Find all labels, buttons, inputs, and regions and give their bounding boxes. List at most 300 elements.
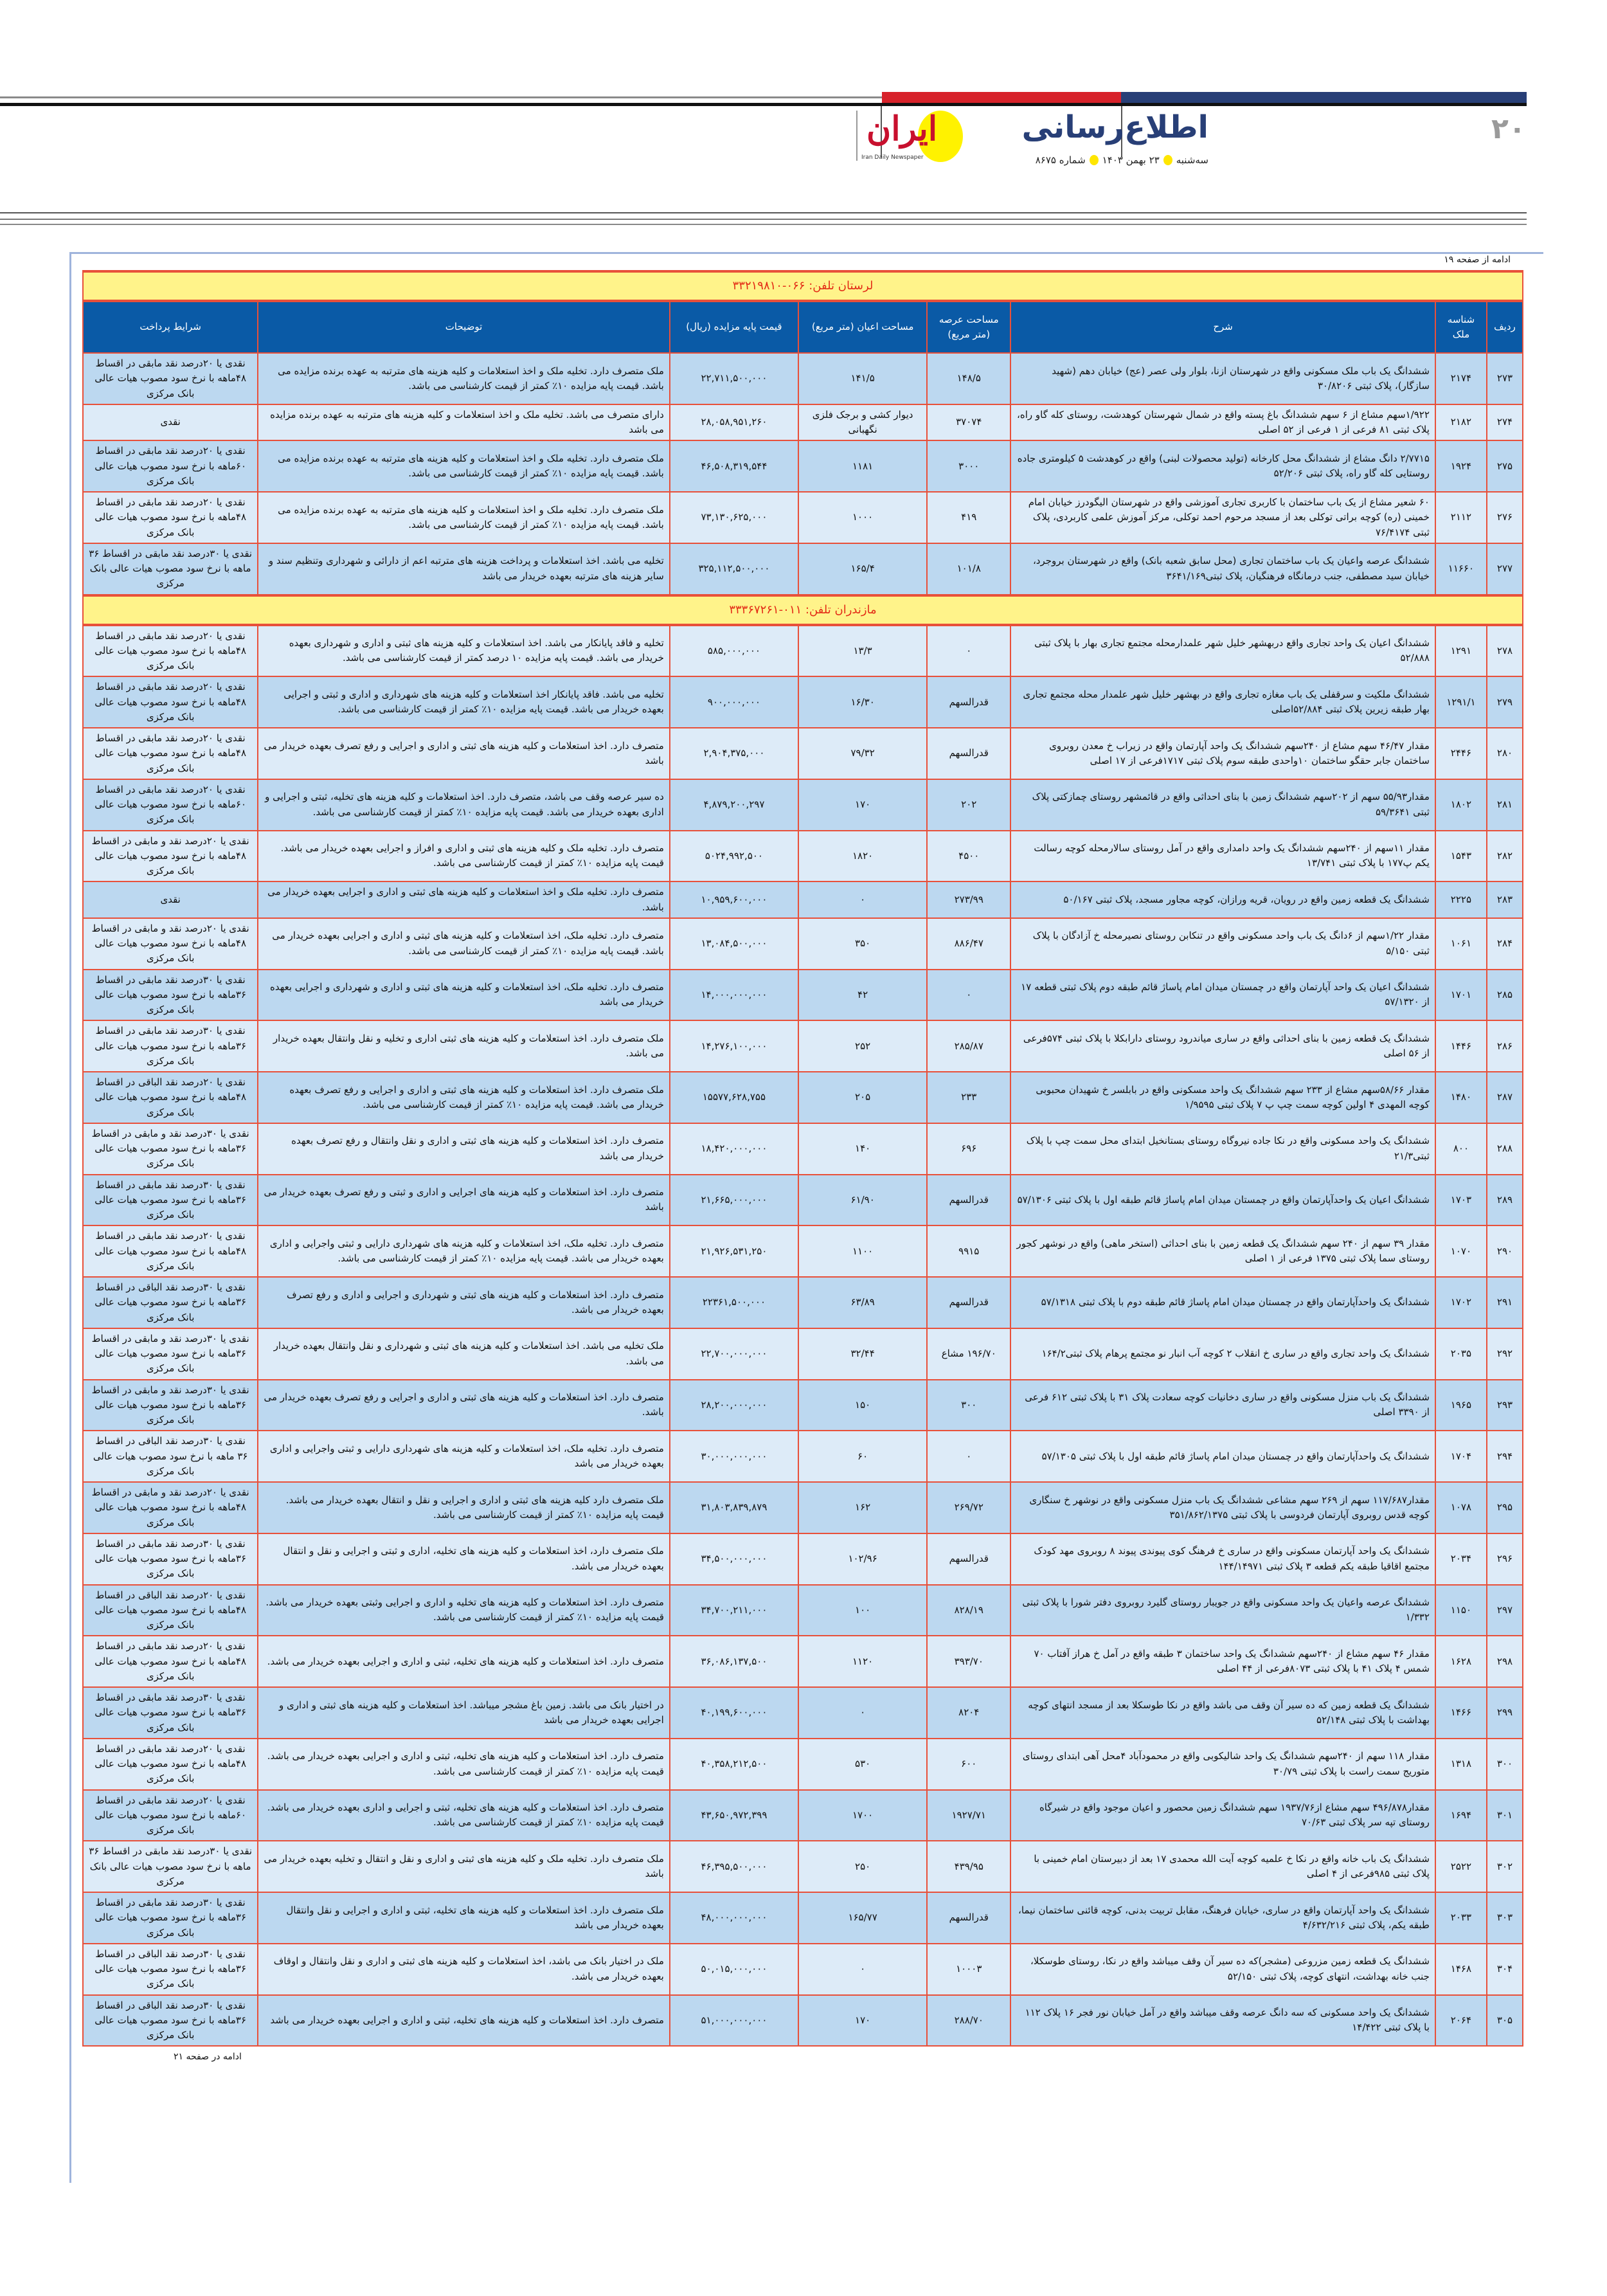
table-row	[83, 492, 1523, 543]
cell-notes: ده سیر عرصه وقف می باشد، متصرف دارد. اخذ استعلامات و کلیه هزینه های تخلیه، ثبتی و اجرایی و اداری بعهده خریدار می باشد. قیمت پایه مزایده ۱۰٪ کمتر از قیمت کارشناسی می باشد.	[258, 779, 670, 831]
table-row	[83, 440, 1523, 492]
cell-description: مقدار۱۱۷/۶۸۷ سهم از ۲۶۹ سهم مشاعی ششدانگ یک باب منزل مسکونی واقع در نوشهر خ سنگاری کوچه قدس روبروی آپارتمان فردوسی با پلاک ثبتی ۳۵۱/۸۶۲/۱۳۷۵	[1010, 1482, 1435, 1533]
cell-notes: تخلیه می باشد. اخذ استعلامات و پرداخت هزینه های مترتبه اعم از دارائی و شهرداری وتنظیم سند و سایر هزینه های مترتبه بعهده خریدار می باشد	[258, 543, 670, 595]
cell-base-price: ۷۳,۱۳۰,۶۲۵,۰۰۰	[670, 492, 798, 543]
cell-base-price: ۴۳,۶۵۰,۹۷۲,۳۹۹	[670, 1790, 798, 1841]
page-number: ۲۰	[1491, 113, 1526, 145]
cell-property-id: ۲۴۴۶	[1435, 728, 1487, 779]
cell-notes: تخلیه می باشد. فاقد پایانکار اخذ استعلامات و کلیه هزینه های شهرداری و اداری و ثبتی و اجرایی بعهده خریدار می باشد. قیمت پایه مزایده ۱۰٪ کمتر از قیمت کارشناسی می باشد.	[258, 676, 670, 728]
cell-land-area: ۳۷۰۷۴	[927, 404, 1010, 441]
continued-to: ادامه در صفحه ۲۱	[174, 2052, 242, 2062]
cell-description: ششدانگ یک واحد مسکونی واقع در نکا جاده نیروگاه روستای بستانخیل ابتدای محل سمت چپ با پلاک ثبتی۲۱/۳	[1010, 1123, 1435, 1175]
cell-notes: متصرف دارد. اخذ استعلامات و کلیه هزینه های تخلیه، ثبتی و اداری و اجرایی بعهده خریدار می باشد.	[258, 1636, 670, 1687]
cell-description: مقدار ۳۹ سهم از ۲۴۰ سهم ششدانگ یک قطعه زمین با بنای احداثی (استخر ماهی) واقع در نوشهر کجور روستای سما پلاک ثبتی ۱۳۷۵ فرعی از ۱ اصلی	[1010, 1225, 1435, 1277]
cell-notes: متصرف دارد. اخذ استعلامات و کلیه هزینه های تخلیه، ثبتی و اداری و اجرایی بعهده خریدار می باشد. قیمت پایه مزایده ۱۰٪ کمتر از قیمت کارشناسی می باشد.	[258, 1739, 670, 1790]
cell-land-area: ۶۰۰	[927, 1739, 1010, 1790]
cell-payment: نقدی یا ۳۰درصد نقد مابقی در اقساط ۳۶ماهه با نرخ سود مصوب هیات عالی بانک مرکزی	[83, 1175, 258, 1226]
cell-index: ۲۸۹	[1487, 1175, 1523, 1226]
cell-base-price: ۴۰,۱۹۹,۶۰۰,۰۰۰	[670, 1687, 798, 1739]
cell-land-area: قدرالسهم	[927, 1175, 1010, 1226]
cell-land-area: ۲۸۸/۷۰	[927, 1995, 1010, 2047]
cell-index: ۳۰۵	[1487, 1995, 1523, 2047]
cell-property-id: ۲۲۲۵	[1435, 881, 1487, 918]
cell-base-price: ۲۲,۷۱۱,۵۰۰,۰۰۰	[670, 353, 798, 404]
cell-index: ۲۷۹	[1487, 676, 1523, 728]
masthead-bottom-rule	[0, 219, 1527, 220]
cell-property-id: ۱۰۶۱	[1435, 918, 1487, 970]
cell-payment: نقدی یا ۲۰درصد نقد مابقی در اقساط ۴۸ماهه با نرخ سود مصوب هیات عالی بانک مرکزی	[83, 728, 258, 779]
region-label: مازندران تلفن: ۰۱۱-۳۳۳۶۷۲۶۱	[83, 595, 1523, 625]
cell-index: ۲۷۵	[1487, 440, 1523, 492]
cell-payment: نقدی یا ۳۰درصد نقد الباقی در اقساط ۳۶ماهه با نرخ سود مصوب هیات عالی بانک مرکزی	[83, 1944, 258, 1995]
cell-notes: متصرف دارد. اخذ استعلامات و کلیه هزینه های ثبتی و اداری و نقل وانتقال و رفع تصرف بعهده خریدار می باشد	[258, 1123, 670, 1175]
cell-land-area: ۲۸۵/۸۷	[927, 1020, 1010, 1072]
cell-base-price: ۱۰,۹۵۹,۶۰۰,۰۰۰	[670, 881, 798, 918]
column-header-payment: شرایط پرداخت	[83, 301, 258, 353]
cell-property-id: ۱۹۲۴	[1435, 440, 1487, 492]
cell-notes: متصرف دارد. تخلیه ملک، اخذ استعلامات و کلیه هزینه های شهرداری دارایی و ثبتی واجرایی و اداری بعهده خریدار می باشد. قیمت پایه مزایده ۱۰٪ کمتر از قیمت کارشناسی می باشد.	[258, 1225, 670, 1277]
cell-notes: ملک متصرف دارد کلیه هزینه های ثبتی و اداری و اجرایی و نقل و انتقال بعهده خریدار می باشد. قیمت پایه مزایده ۱۰٪ کمتر از قیمت کارشناسی می باشد.	[258, 1482, 670, 1533]
cell-index: ۲۸۷	[1487, 1072, 1523, 1123]
masthead-bottom-rule	[0, 224, 1527, 225]
cell-payment: نقدی یا ۲۰درصد نقد مابقی در اقساط ۴۸ماهه با نرخ سود مصوب هیات عالی بانک مرکزی	[83, 1225, 258, 1277]
table-row	[83, 1431, 1523, 1482]
cell-property-id: ۱۷۰۳	[1435, 1175, 1487, 1226]
cell-base-price: ۱۸,۴۲۰,۰۰۰,۰۰۰	[670, 1123, 798, 1175]
cell-index: ۲۹۰	[1487, 1225, 1523, 1277]
cell-index: ۲۸۰	[1487, 728, 1523, 779]
cell-property-id: ۲۰۶۴	[1435, 1995, 1487, 2047]
cell-property-id: ۲۱۱۲	[1435, 492, 1487, 543]
cell-building-area: ۰	[798, 1944, 927, 1995]
cell-notes: ملک متصرف دارد. تخلیه ملک و اخذ استعلامات و کلیه هزینه های مترتبه به عهده برنده مزایده می باشد. قیمت پایه مزایده ۱۰٪ کمتر از قیمت کارشناسی می باشد.	[258, 353, 670, 404]
cell-land-area: ۲۳۳	[927, 1072, 1010, 1123]
cell-notes: متصرف دارد. تخلیه ملک و کلیه هزینه های ثبتی و اداری و افراز و اجرایی بعهده خریدار می باشد. قیمت پایه مزایده ۱۰٪ کمتر از قیمت کارشناسی می باشد.	[258, 831, 670, 882]
cell-notes: ملک متصرف دارد. تخلیه ملک و کلیه هزینه های ثبتی و اداری و نقل و انتقال و تخلیه بعهده خریدار می باشد	[258, 1841, 670, 1892]
cell-description: ۱/۹۲۲سهم مشاع از ۶ سهم ششدانگ باغ پسته واقع در شمال شهرستان کوهدشت، روستای کله گاو راه، پلاک ثبتی ۸۱ فرعی از ۱ فرعی از ۵۲ اصلی	[1010, 404, 1435, 441]
table-row	[83, 1277, 1523, 1328]
cell-land-area: ۴۳۹/۹۵	[927, 1841, 1010, 1892]
cell-building-area: ۱۵۰	[798, 1380, 927, 1431]
cell-description: ششدانگ یک واحدآپارتمان واقع در چمستان میدان امام پاساژ قائم طبقه دوم با پلاک ثبتی ۵۷/۱۳۱۸	[1010, 1277, 1435, 1328]
cell-base-price: ۳۶,۰۸۶,۱۳۷,۵۰۰	[670, 1636, 798, 1687]
table-row	[83, 1482, 1523, 1533]
cell-property-id: ۲۵۲۲	[1435, 1841, 1487, 1892]
cell-building-area: ۲۵۰	[798, 1841, 927, 1892]
cell-notes: ملک متصرف دارد. اخذ استعلامات و کلیه هزینه های ثبتی و اداری و اجرایی و رفع تصرف بعهده خریدار می باشد. قیمت پایه مزایده ۱۰٪ کمتر از قیمت کارشناسی می باشد.	[258, 1072, 670, 1123]
continued-from: ادامه از صفحه ۱۹	[1444, 255, 1511, 265]
cell-payment: نقدی یا ۳۰درصد نقد و مابقی در اقساط ۳۶ماهه با نرخ سود مصوب هیات عالی بانک مرکزی	[83, 1380, 258, 1431]
cell-description: ششدانگ یک واحد تجاری واقع در ساری خ انقلاب ۲ کوچه آب انبار نو مجتمع پرهام پلاک ثبتی۱۶۴/۲	[1010, 1328, 1435, 1380]
cell-description: مقدار ۱/۲۲سهم از ۶دانگ یک باب واحد مسکونی واقع در تنکابن روستای نصیرمحله خ آزادگان با پلاک ثبتی ۵/۱۵۰	[1010, 918, 1435, 970]
cell-index: ۲۷۶	[1487, 492, 1523, 543]
region-label: لرستان تلفن: ۰۶۶-۳۳۲۱۹۸۱۰	[83, 271, 1523, 301]
cell-base-price: ۲۲,۷۰۰,۰۰۰,۰۰۰	[670, 1328, 798, 1380]
cell-building-area: ۱۰۰	[798, 1585, 927, 1636]
cell-land-area: ۹۹۱۵	[927, 1225, 1010, 1277]
cell-description: ششدانگ یک قطعه زمین با بنای احداثی واقع در ساری میاندرود روستای دارابکلا با پلاک ثبتی ۵۷۴فرعی از ۵۶ اصلی	[1010, 1020, 1435, 1072]
cell-index: ۳۰۱	[1487, 1790, 1523, 1841]
newspaper-logo: ایران	[866, 109, 938, 149]
masthead-thick-rule	[0, 103, 1527, 106]
cell-base-price: ۱۴,۲۷۶,۱۰۰,۰۰۰	[670, 1020, 798, 1072]
cell-payment: نقدی یا ۳۰درصد نقد الباقی در اقساط ۳۶ماهه با نرخ سود مصوب هیات عالی بانک مرکزی	[83, 1995, 258, 2047]
cell-base-price: ۴۸,۰۰۰,۰۰۰,۰۰۰	[670, 1892, 798, 1944]
cell-building-area: ۱۰۰۰	[798, 492, 927, 543]
cell-building-area: ۱۷۰۰	[798, 1790, 927, 1841]
cell-payment: نقدی یا ۲۰درصد نقد مابقی در اقساط ۴۸ماهه با نرخ سود مصوب هیات عالی بانک مرکزی	[83, 676, 258, 728]
logo-subtitle: Iran Daily Newspaper	[861, 154, 924, 161]
table-row	[83, 831, 1523, 882]
cell-notes: دارای متصرف می باشد. تخلیه ملک و اخذ استعلامات و کلیه هزینه های مترتبه به عهده برنده مزایده می باشد	[258, 404, 670, 441]
cell-building-area: ۱۷۰	[798, 1995, 927, 2047]
table-row	[83, 353, 1523, 404]
table-row	[83, 1225, 1523, 1277]
cell-property-id: ۱۹۶۵	[1435, 1380, 1487, 1431]
cell-property-id: ۱۷۰۱	[1435, 970, 1487, 1021]
cell-index: ۲۹۲	[1487, 1328, 1523, 1380]
cell-notes: ملک متصرف دارد. اخذ استعلامات و کلیه هزینه های ثبتی اداری و تخلیه و نقل وانتقال بعهده خریدار می باشد.	[258, 1020, 670, 1072]
table-row	[83, 1380, 1523, 1431]
cell-description: مقدار ۵۸/۶۶سهم مشاع از ۲۳۳ سهم ششدانگ یک واحد مسکونی واقع در بابلسر خ شهیدان محبوبی کوچه المهدی ۴ اولین کوچه سمت چپ پ ۷ پلاک ثبتی ۱/۹۵۹۵	[1010, 1072, 1435, 1123]
cell-description: ششدانگ عرصه واعیان یک باب ساختمان تجاری (محل سابق شعبه بانک) واقع در شهرستان بروجرد، خیابان سید مصطفی، جنب درمانگاه فرهنگیان، پلاک ثبتی۳۶۴۱/۱۶۹	[1010, 543, 1435, 595]
cell-payment: نقدی یا ۳۰درصد نقد مابقی در اقساط ۳۶ماهه با نرخ سود مصوب هیات عالی بانک مرکزی	[83, 1020, 258, 1072]
cell-building-area: ۱۶۵/۷۷	[798, 1892, 927, 1944]
cell-base-price: ۲۲۳۶۱,۵۰۰,۰۰۰	[670, 1277, 798, 1328]
cell-description: ششدانگ یک باب خانه واقع در نکا خ علمیه کوچه آیت الله محمدی ۱۷ بعد از دبیرستان امام خمینی با پلاک ثبتی ۹۸۵فرعی از ۴ اصلی	[1010, 1841, 1435, 1892]
cell-land-area: ۶۹۶	[927, 1123, 1010, 1175]
cell-land-area: ۰	[927, 1431, 1010, 1482]
cell-description: ششدانگ یک قطعه زمین مزروعی (مشجر)که ده سیر آن وقف میباشد واقع در نکا، روستای طوسکلا، جنب خانه بهداشت، انتهای کوچه، پلاک ثبتی ۵۲/۱۵۰	[1010, 1944, 1435, 1995]
cell-index: ۲۷۸	[1487, 625, 1523, 677]
cell-payment: نقدی یا ۳۰درصد نقد مابقی در اقساط ۳۶ماهه با نرخ سود مصوب هیات عالی بانک مرکزی	[83, 1892, 258, 1944]
cell-building-area: ۱۴۱/۵	[798, 353, 927, 404]
cell-property-id: ۱۴۶۶	[1435, 1687, 1487, 1739]
cell-payment: نقدی یا ۲۰درصد نقد و مابقی در اقساط ۴۸ماهه با نرخ سود مصوب هیات عالی بانک مرکزی	[83, 918, 258, 970]
cell-property-id: ۱۲۹۱/۱	[1435, 676, 1487, 728]
cell-property-id: ۱۶۲۸	[1435, 1636, 1487, 1687]
table-header-row	[83, 301, 1523, 353]
cell-description: ششدانگ اعیان یک واحد تجاری واقع دربهشهر خلیل شهر علمدارمحله مجتمع تجاری بهار با پلاک ثبتی ۵۲/۸۸۸	[1010, 625, 1435, 677]
cell-index: ۲۸۱	[1487, 779, 1523, 831]
region-header	[83, 595, 1523, 625]
table-row	[83, 1790, 1523, 1841]
column-header-description: شرح	[1010, 301, 1435, 353]
cell-property-id: ۸۰۰	[1435, 1123, 1487, 1175]
cell-building-area: ۱۶۲	[798, 1482, 927, 1533]
table-row	[83, 1636, 1523, 1687]
cell-base-price: ۲۸,۰۵۸,۹۵۱,۲۶۰	[670, 404, 798, 441]
cell-land-area: ۲۰۲	[927, 779, 1010, 831]
cell-notes: ملک متصرف دارد. اخذ استعلامات و کلیه هزینه های تخلیه، ثبتی و اداری و اجرایی و نقل وانتقال بعهده خریدار می باشد	[258, 1892, 670, 1944]
cell-index: ۲۷۴	[1487, 404, 1523, 441]
cell-land-area: ۲۶۹/۷۲	[927, 1482, 1010, 1533]
cell-base-price: ۳۴,۵۰۰,۰۰۰,۰۰۰	[670, 1533, 798, 1585]
cell-description: ششدانگ یک قطعه زمین که ده سیر آن وقف می باشد واقع در نکا طوسکلا بعد از مسجد انتهای کوچه بهداشت با پلاک ثبتی ۵۲/۱۴۸	[1010, 1687, 1435, 1739]
cell-payment: نقدی یا ۳۰درصد نقد مابقی در اقساط ۳۶ماهه با نرخ سود مصوب هیات عالی بانک مرکزی	[83, 1687, 258, 1739]
cell-base-price: ۱۴,۰۰۰,۰۰۰,۰۰۰	[670, 970, 798, 1021]
cell-building-area: ۶۱/۹۰	[798, 1175, 927, 1226]
cell-land-area: ۱۹۲۷/۷۱	[927, 1790, 1010, 1841]
cell-building-area: ۵۳۰	[798, 1739, 927, 1790]
cell-payment: نقدی یا ۲۰درصد نقد و مابقی در اقساط ۴۸ماهه با نرخ سود مصوب هیات عالی بانک مرکزی	[83, 831, 258, 882]
cell-building-area: ۷۹/۳۲	[798, 728, 927, 779]
cell-payment: نقدی	[83, 404, 258, 441]
table-row	[83, 1892, 1523, 1944]
cell-building-area: ۱۱۰۰	[798, 1225, 927, 1277]
table-row	[83, 404, 1523, 441]
cell-land-area: ۱۹۶/۷۰ مشاع	[927, 1328, 1010, 1380]
cell-land-area: ۴۵۰۰	[927, 831, 1010, 882]
cell-land-area: قدرالسهم	[927, 1892, 1010, 1944]
cell-base-price: ۵۱,۰۰۰,۰۰۰,۰۰۰	[670, 1995, 798, 2047]
cell-base-price: ۲۱,۹۲۶,۵۳۱,۲۵۰	[670, 1225, 798, 1277]
cell-payment: نقدی یا ۲۰درصد نقد مابقی در اقساط ۴۸ماهه با نرخ سود مصوب هیات عالی بانک مرکزی	[83, 1739, 258, 1790]
table-row	[83, 1072, 1523, 1123]
cell-base-price: ۳۴,۷۰۰,۲۱۱,۰۰۰	[670, 1585, 798, 1636]
cell-property-id: ۱۲۹۱	[1435, 625, 1487, 677]
cell-base-price: ۵۰,۰۱۵,۰۰۰,۰۰۰	[670, 1944, 798, 1995]
cell-description: ششدانگ عرصه واعیان یک واحد مسکونی واقع در جویبار روستای گلیرد روبروی دفتر شورا با پلاک ثبتی ۱/۳۳۲	[1010, 1585, 1435, 1636]
cell-payment: نقدی یا ۳۰درصد نقد مابقی در اقساط ۳۶ماهه با نرخ سود مصوب هیات عالی بانک مرکزی	[83, 970, 258, 1021]
cell-description: ششدانگ یک باب منزل مسکونی واقع در ساری دخانیات کوچه سعادت پلاک ۳۱ با پلاک ثبتی ۶۱۲ فرعی از ۳۳۹۰ اصلی	[1010, 1380, 1435, 1431]
cell-payment: نقدی یا ۲۰درصد نقد مابقی در اقساط ۴۸ماهه با نرخ سود مصوب هیات عالی بانک مرکزی	[83, 492, 258, 543]
cell-notes: ملک متصرف دارد. تخلیه ملک و اخذ استعلامات و کلیه هزینه های مترتبه به عهده برنده مزایده می باشد. قیمت پایه مزایده ۱۰٪ کمتر از قیمت کارشناسی می باشد.	[258, 492, 670, 543]
cell-land-area: ۸۲۰۴	[927, 1687, 1010, 1739]
cell-payment: نقدی یا ۳۰درصد نقد مابقی در اقساط ۳۶ ماهه با نرخ سود مصوب هیات عالی بانک مرکزی	[83, 1841, 258, 1892]
cell-index: ۲۹۱	[1487, 1277, 1523, 1328]
cell-notes: ملک در اختیار بانک می باشد، اخذ استعلامات و کلیه هزینه های ثبتی و اداری و نقل وانتقال و اوقاف بعهده خریدار می باشد.	[258, 1944, 670, 1995]
cell-description: ششدانگ اعیان یک واحد آپارتمان واقع در چمستان میدان امام پاساژ قائم طبقه دوم پلاک ثبتی قطعه ۱۷ از ۵۷/۱۳۲۰	[1010, 970, 1435, 1021]
cell-base-price: ۴۰,۳۵۸,۲۱۲,۵۰۰	[670, 1739, 798, 1790]
table-row	[83, 1995, 1523, 2047]
column-header-property-id: شناسه ملک	[1435, 301, 1487, 353]
table-row	[83, 1841, 1523, 1892]
cell-land-area: ۰	[927, 970, 1010, 1021]
cell-land-area: قدرالسهم	[927, 728, 1010, 779]
cell-building-area: ۶۰	[798, 1431, 927, 1482]
cell-payment: نقدی یا ۳۰درصد نقد و مابقی در اقساط ۳۶ماهه با نرخ سود مصوب هیات عالی بانک مرکزی	[83, 1123, 258, 1175]
cell-index: ۲۸۳	[1487, 881, 1523, 918]
cell-building-area: ۱۱۲۰	[798, 1636, 927, 1687]
cell-index: ۲۸۶	[1487, 1020, 1523, 1072]
cell-land-area: ۱۴۸/۵	[927, 353, 1010, 404]
cell-description: ششدانگ یک واحد مسکونی که سه دانگ عرصه وقف میباشد واقع در آمل خیابان نور فجر ۱۶ پلاک ۱۱۲ با پلاک ثبتی ۱۴/۴۲۲	[1010, 1995, 1435, 2047]
cell-notes: ملک تخلیه می باشد. اخذ استعلامات و کلیه هزینه های ثبتی و شهرداری و نقل وانتقال بعهده خریدار می باشد.	[258, 1328, 670, 1380]
cell-notes: متصرف دارد. اخذ استعلامات و کلیه هزینه های تخلیه و اداری و اجرایی وثبتی بعهده خریدار می باشد. قیمت پایه مزایده ۱۰٪ کمتر از قیمت کارشناسی می باشد.	[258, 1585, 670, 1636]
cell-property-id: ۲۱۷۴	[1435, 353, 1487, 404]
cell-base-price: ۵۸۵,۰۰۰,۰۰۰	[670, 625, 798, 677]
cell-building-area: ۴۲	[798, 970, 927, 1021]
cell-base-price: ۴۶,۳۹۵,۵۰۰,۰۰۰	[670, 1841, 798, 1892]
cell-property-id: ۱۰۷۸	[1435, 1482, 1487, 1533]
cell-notes: متصرف دارد. اخذ استعلامات و کلیه هزینه های ثبتی و شهرداری و اجرایی و اداری و رفع تصرف بعهده خریدار می باشد.	[258, 1277, 670, 1328]
cell-index: ۲۸۵	[1487, 970, 1523, 1021]
cell-property-id: ۱۱۵۰	[1435, 1585, 1487, 1636]
cell-payment: نقدی یا ۲۰درصد نقد مابقی در اقساط ۴۸ماهه با نرخ سود مصوب هیات عالی بانک مرکزی	[83, 625, 258, 677]
cell-base-price: ۲,۹۰۴,۳۷۵,۰۰۰	[670, 728, 798, 779]
cell-index: ۲۹۷	[1487, 1585, 1523, 1636]
cell-payment: نقدی یا ۲۰درصد نقد و مابقی در اقساط ۴۸ماهه با نرخ سود مصوب هیات عالی بانک مرکزی	[83, 1482, 258, 1533]
cell-base-price: ۳۱,۸۰۳,۸۳۹,۸۷۹	[670, 1482, 798, 1533]
cell-index: ۳۰۳	[1487, 1892, 1523, 1944]
cell-building-area: ۶۳/۸۹	[798, 1277, 927, 1328]
cell-land-area: ۱۰۱/۸	[927, 543, 1010, 595]
cell-property-id: ۲۱۸۲	[1435, 404, 1487, 441]
cell-description: ششدانگ اعیان یک واحدآپارتمان واقع در چمستان میدان امام پاساژ قائم طبقه اول با پلاک ثبتی ۵۷/۱۳۰۶	[1010, 1175, 1435, 1226]
cell-index: ۲۹۳	[1487, 1380, 1523, 1431]
cell-property-id: ۲۰۳۳	[1435, 1892, 1487, 1944]
cell-property-id: ۱۱۶۶۰	[1435, 543, 1487, 595]
cell-base-price: ۱۵۵۷۷,۶۲۸,۷۵۵	[670, 1072, 798, 1123]
cell-index: ۲۹۴	[1487, 1431, 1523, 1482]
cell-index: ۳۰۰	[1487, 1739, 1523, 1790]
cell-land-area: ۴۱۹	[927, 492, 1010, 543]
cell-notes: متصرف دارد. تخلیه ملک، اخذ استعلامات و کلیه هزینه های ثبتی و اداری و شهرداری و اجرایی بعهده خریدار می باشد	[258, 970, 670, 1021]
table-row	[83, 728, 1523, 779]
cell-payment: نقدی یا ۲۰درصد نقد الباقی در اقساط ۴۸ماهه با نرخ سود مصوب هیات عالی بانک مرکزی	[83, 1585, 258, 1636]
cell-notes: متصرف دارد. اخذ استعلامات و کلیه هزینه های تخلیه، ثبتی و اجرایی و اداری بعهده خریدار می باشد. قیمت پایه مزایده ۱۰٪ کمتر از قیمت کارشناسی می باشد.	[258, 1790, 670, 1841]
cell-description: مقدار ۱۱سهم از ۲۴۰سهم ششدانگ یک واحد دامداری واقع در آمل روستای سالارمحله کوچه رسالت یکم پ۱۷۷ با پلاک ثبتی ۱۳/۷۴۱	[1010, 831, 1435, 882]
cell-building-area: ۱۳/۳	[798, 625, 927, 677]
table-row	[83, 779, 1523, 831]
cell-description: ششدانگ یک واحد آپارتمان واقع در ساری، خیابان فرهنگ، مقابل تربیت بدنی، کوچه قائنی ساختمان نیما، طبقه یکم، پلاک ثبتی ۴/۶۳۲/۲۱۶	[1010, 1892, 1435, 1944]
cell-payment: نقدی یا ۳۰درصد نقد مابقی در اقساط ۳۶ماهه با نرخ سود مصوب هیات عالی بانک مرکزی	[83, 1533, 258, 1585]
cell-building-area: ۲۰۵	[798, 1072, 927, 1123]
cell-payment: نقدی یا ۲۰درصد نقد مابقی در اقساط ۶۰ماهه با نرخ سود مصوب هیات عالی بانک مرکزی	[83, 440, 258, 492]
cell-payment: نقدی یا ۳۰درصد نقد الباقی در اقساط ۳۶ماهه با نرخ سود مصوب هیات عالی بانک مرکزی	[83, 1277, 258, 1328]
cell-index: ۲۹۵	[1487, 1482, 1523, 1533]
table-row	[83, 625, 1523, 677]
cell-property-id: ۱۴۸۰	[1435, 1072, 1487, 1123]
region-header	[83, 271, 1523, 301]
cell-description: مقدار ۴۶ سهم مشاع از ۲۴۰سهم ششدانگ یک واحد ساختمان ۳ طبقه واقع در آمل خ هراز آفتاب ۷۰ شمس ۴ پلاک ۴۱ با پلاک ثبتی ۸۰۷۳فرعی از ۴۴ اصلی	[1010, 1636, 1435, 1687]
yellow-dot-icon	[1163, 155, 1172, 165]
issue-number: شماره ۸۶۷۵	[1035, 154, 1086, 166]
cell-property-id: ۱۳۱۸	[1435, 1739, 1487, 1790]
cell-land-area: ۳۰۰	[927, 1380, 1010, 1431]
cell-payment: نقدی یا ۲۰درصد نقد مابقی در اقساط ۶۰ماهه با نرخ سود مصوب هیات عالی بانک مرکزی	[83, 1790, 258, 1841]
table-row	[83, 1533, 1523, 1585]
logo-divider	[856, 111, 857, 161]
cell-payment: نقدی	[83, 881, 258, 918]
section-title: اطلاع‌رسانی	[1021, 109, 1208, 145]
cell-description: مقدار ۴۶/۴۷ سهم مشاع از ۲۴۰سهم ششدانگ یک واحد آپارتمان واقع در زیراب خ معدن روبروی ساختمان جابر حقگو ساختمان ۱۰واحدی طبقه سوم پلاک ثبتی ۱۷۱۷فرعی از ۱۷ اصلی	[1010, 728, 1435, 779]
cell-index: ۳۰۴	[1487, 1944, 1523, 1995]
cell-property-id: ۱۸۰۲	[1435, 779, 1487, 831]
cell-building-area: ۱۶۵/۴	[798, 543, 927, 595]
auction-table	[82, 270, 1523, 2047]
cell-notes: متصرف دارد. اخذ استعلامات و کلیه هزینه های ثبتی و اداری و اجرایی و رفع تصرف بعهده خریدار می باشد.	[258, 1380, 670, 1431]
cell-base-price: ۱۳,۰۸۴,۵۰۰,۰۰۰	[670, 918, 798, 970]
cell-index: ۲۸۸	[1487, 1123, 1523, 1175]
cell-property-id: ۱۰۷۰	[1435, 1225, 1487, 1277]
table-row	[83, 970, 1523, 1021]
cell-property-id: ۱۴۴۶	[1435, 1020, 1487, 1072]
cell-payment: نقدی یا ۲۰درصد نقد مابقی در اقساط ۴۸ماهه با نرخ سود مصوب هیات عالی بانک مرکزی	[83, 1636, 258, 1687]
table-row	[83, 1687, 1523, 1739]
cell-building-area: ۳۲/۴۴	[798, 1328, 927, 1380]
cell-notes: در اختیار بانک می باشد. زمین باغ مشجر میباشد. اخذ استعلامات و کلیه هزینه های ثبتی و اداری و اجرایی بعهده خریدار می باشد	[258, 1687, 670, 1739]
cell-description: ۶۰ شعیر مشاع از یک باب ساختمان با کاربری تجاری آموزشی واقع در شهرستان الیگودرز خیابان امام خمینی (ره) کوچه براتی توکلی بعد از مسجد مرحوم احمد توکلی، مرکز آموزش علمی کاربردی، پلاک ثبتی ۷۶/۴۱۷۴	[1010, 492, 1435, 543]
weekday: سه‌شنبه	[1176, 154, 1208, 166]
cell-building-area: ۱۸۲۰	[798, 831, 927, 882]
cell-description: ششدانگ یک باب ملک مسکونی واقع در شهرستان ازنا، بلوار ولی عصر (عج) خیابان دهم (شهید سازگار)، پلاک ثبتی ۳۰/۸۲۰۶	[1010, 353, 1435, 404]
cell-notes: متصرف دارد. اخذ استعلامات و کلیه هزینه های اجرایی و اداری و ثبتی و رفع تصرف بعهده خریدار می باشد	[258, 1175, 670, 1226]
cell-index: ۲۹۹	[1487, 1687, 1523, 1739]
cell-payment: نقدی یا ۳۰درصد نقد الباقی در اقساط ۳۶ ماهه با نرخ سود مصوب هیات عالی بانک مرکزی	[83, 1431, 258, 1482]
cell-notes: ملک متصرف دارد، اخذ استعلامات و کلیه هزینه های تخلیه، اداری و ثبتی و اجرایی و نقل و انتقال بعهده خریدار می باشد.	[258, 1533, 670, 1585]
cell-index: ۳۰۲	[1487, 1841, 1523, 1892]
table-row	[83, 881, 1523, 918]
cell-property-id: ۱۷۰۴	[1435, 1431, 1487, 1482]
cell-description: ششدانگ ملکیت و سرقفلی یک باب مغازه تجاری واقع در بهشهر خلیل شهر علمدار محله مجتمع تجاری بهار طبقه زیرین پلاک ثبتی ۵۲/۸۸۴اصلی	[1010, 676, 1435, 728]
cell-notes: متصرف دارد. تخلیه ملک، اخذ استعلامات و کلیه هزینه های شهرداری دارایی و ثبتی واجرایی و اداری بعهده خریدار می باشد	[258, 1431, 670, 1482]
cell-property-id: ۲۰۳۵	[1435, 1328, 1487, 1380]
cell-land-area: ۰	[927, 625, 1010, 677]
cell-description: ششدانگ یک واحد آپارتمان مسکونی واقع در ساری خ فرهنگ کوی پیوندی پیوند ۸ روبروی مهد کودک مجتمع اقاقیا طبقه یکم قطعه ۳ پلاک ثبتی ۱۴۴/۱۴۹۷۱	[1010, 1533, 1435, 1585]
cell-index: ۲۷۳	[1487, 353, 1523, 404]
cell-notes: متصرف دارد. اخذ استعلامات و کلیه هزینه های تخلیه، ثبتی و اداری و اجرایی بعهده خریدار می باشد	[258, 1995, 670, 2047]
cell-payment: نقدی یا ۳۰درصد نقد مابقی در اقساط ۳۶ ماهه با نرخ سود مصوب هیات عالی بانک مرکزی	[83, 543, 258, 595]
cell-description: مقدار ۱۱۸ سهم از ۲۴۰سهم ششدانگ یک واحد شالیکوبی واقع در محمودآباد ۴محل آهی ابتدای روستای متوریج سمت راست با پلاک ثبتی ۳۰/۷۹	[1010, 1739, 1435, 1790]
yellow-dot-icon	[1090, 155, 1099, 165]
cell-base-price: ۳۰,۰۰۰,۰۰۰,۰۰۰	[670, 1431, 798, 1482]
cell-description: ششدانگ یک قطعه زمین واقع در رویان، قریه ورازان، کوچه مجاور مسجد، پلاک ثبتی ۵۰/۱۶۷	[1010, 881, 1435, 918]
table-row	[83, 1739, 1523, 1790]
cell-building-area: دیوار کشی و برجک فلزی نگهبانی	[798, 404, 927, 441]
cell-building-area: ۱۴۰	[798, 1123, 927, 1175]
column-header-land-area: مساحت عرصه (متر مربع)	[927, 301, 1010, 353]
cell-property-id: ۱۶۹۴	[1435, 1790, 1487, 1841]
cell-index: ۲۸۲	[1487, 831, 1523, 882]
cell-building-area: ۰	[798, 881, 927, 918]
table-row	[83, 676, 1523, 728]
cell-description: مقدار۴۹۶/۸۷۸ سهم مشاع از۱۹۳۷/۷۶ سهم ششدانگ زمین محصور و اعیان موجود واقع در شیرگاه روستای تپه سر پلاک ثبتی ۷۰/۶۳	[1010, 1790, 1435, 1841]
cell-notes: متصرف دارد. اخذ استعلامات و کلیه هزینه های ثبتی و اداری و اجرایی و رفع تصرف بعهده خریدار می باشد	[258, 728, 670, 779]
table-row	[83, 1944, 1523, 1995]
cell-land-area: ۲۷۳/۹۹	[927, 881, 1010, 918]
column-header-index: ردیف	[1487, 301, 1523, 353]
table-row	[83, 1123, 1523, 1175]
table-row	[83, 1585, 1523, 1636]
cell-index: ۲۸۴	[1487, 918, 1523, 970]
cell-property-id: ۲۰۳۴	[1435, 1533, 1487, 1585]
cell-building-area: ۲۵۲	[798, 1020, 927, 1072]
cell-base-price: ۴۶,۵۰۸,۳۱۹,۵۴۴	[670, 440, 798, 492]
cell-building-area: ۰	[798, 1687, 927, 1739]
cell-index: ۲۷۷	[1487, 543, 1523, 595]
cell-property-id: ۱۷۰۲	[1435, 1277, 1487, 1328]
cell-land-area: ۳۰۰۰	[927, 440, 1010, 492]
table-row	[83, 1328, 1523, 1380]
cell-land-area: ۸۸۶/۴۷	[927, 918, 1010, 970]
cell-base-price: ۹۰۰,۰۰۰,۰۰۰	[670, 676, 798, 728]
cell-notes: متصرف دارد. تخلیه ملک و اخذ استعلامات و کلیه هزینه های ثبتی و اداری و اجرایی بعهده خریدار می باشد.	[258, 881, 670, 918]
cell-description: ششدانگ یک واحدآپارتمان واقع در چمستان میدان امام پاساژ قائم طبقه اول با پلاک ثبتی ۵۷/۱۳۰۵	[1010, 1431, 1435, 1482]
table-row	[83, 1020, 1523, 1072]
table-row	[83, 543, 1523, 595]
cell-payment: نقدی یا ۲۰درصد نقد مابقی در اقساط ۴۸ماهه با نرخ سود مصوب هیات عالی بانک مرکزی	[83, 353, 258, 404]
cell-land-area: قدرالسهم	[927, 1277, 1010, 1328]
table-row	[83, 918, 1523, 970]
masthead-bottom-rule	[0, 212, 1527, 213]
cell-notes: متصرف دارد. تخلیه ملک، اخذ استعلامات و کلیه هزینه های ثبتی و اداری و اجرایی بعهده خریدار می باشد. قیمت پایه مزایده ۱۰٪ کمتر از قیمت کارشناسی می باشد.	[258, 918, 670, 970]
cell-payment: نقدی یا ۲۰درصد نقد الباقی در اقساط ۴۸ماهه با نرخ سود مصوب هیات عالی بانک مرکزی	[83, 1072, 258, 1123]
cell-base-price: ۴,۸۷۹,۲۰۰,۲۹۷	[670, 779, 798, 831]
cell-description: ۲/۷۷۱۵ دانگ مشاع از ششدانگ محل کارخانه (تولید محصولات لبنی) واقع در کوهدشت ۵ کیلومتری جاده روستایی کله گاو راه، پلاک ثبتی ۵۲/۲۰۶	[1010, 440, 1435, 492]
cell-land-area: قدرالسهم	[927, 676, 1010, 728]
